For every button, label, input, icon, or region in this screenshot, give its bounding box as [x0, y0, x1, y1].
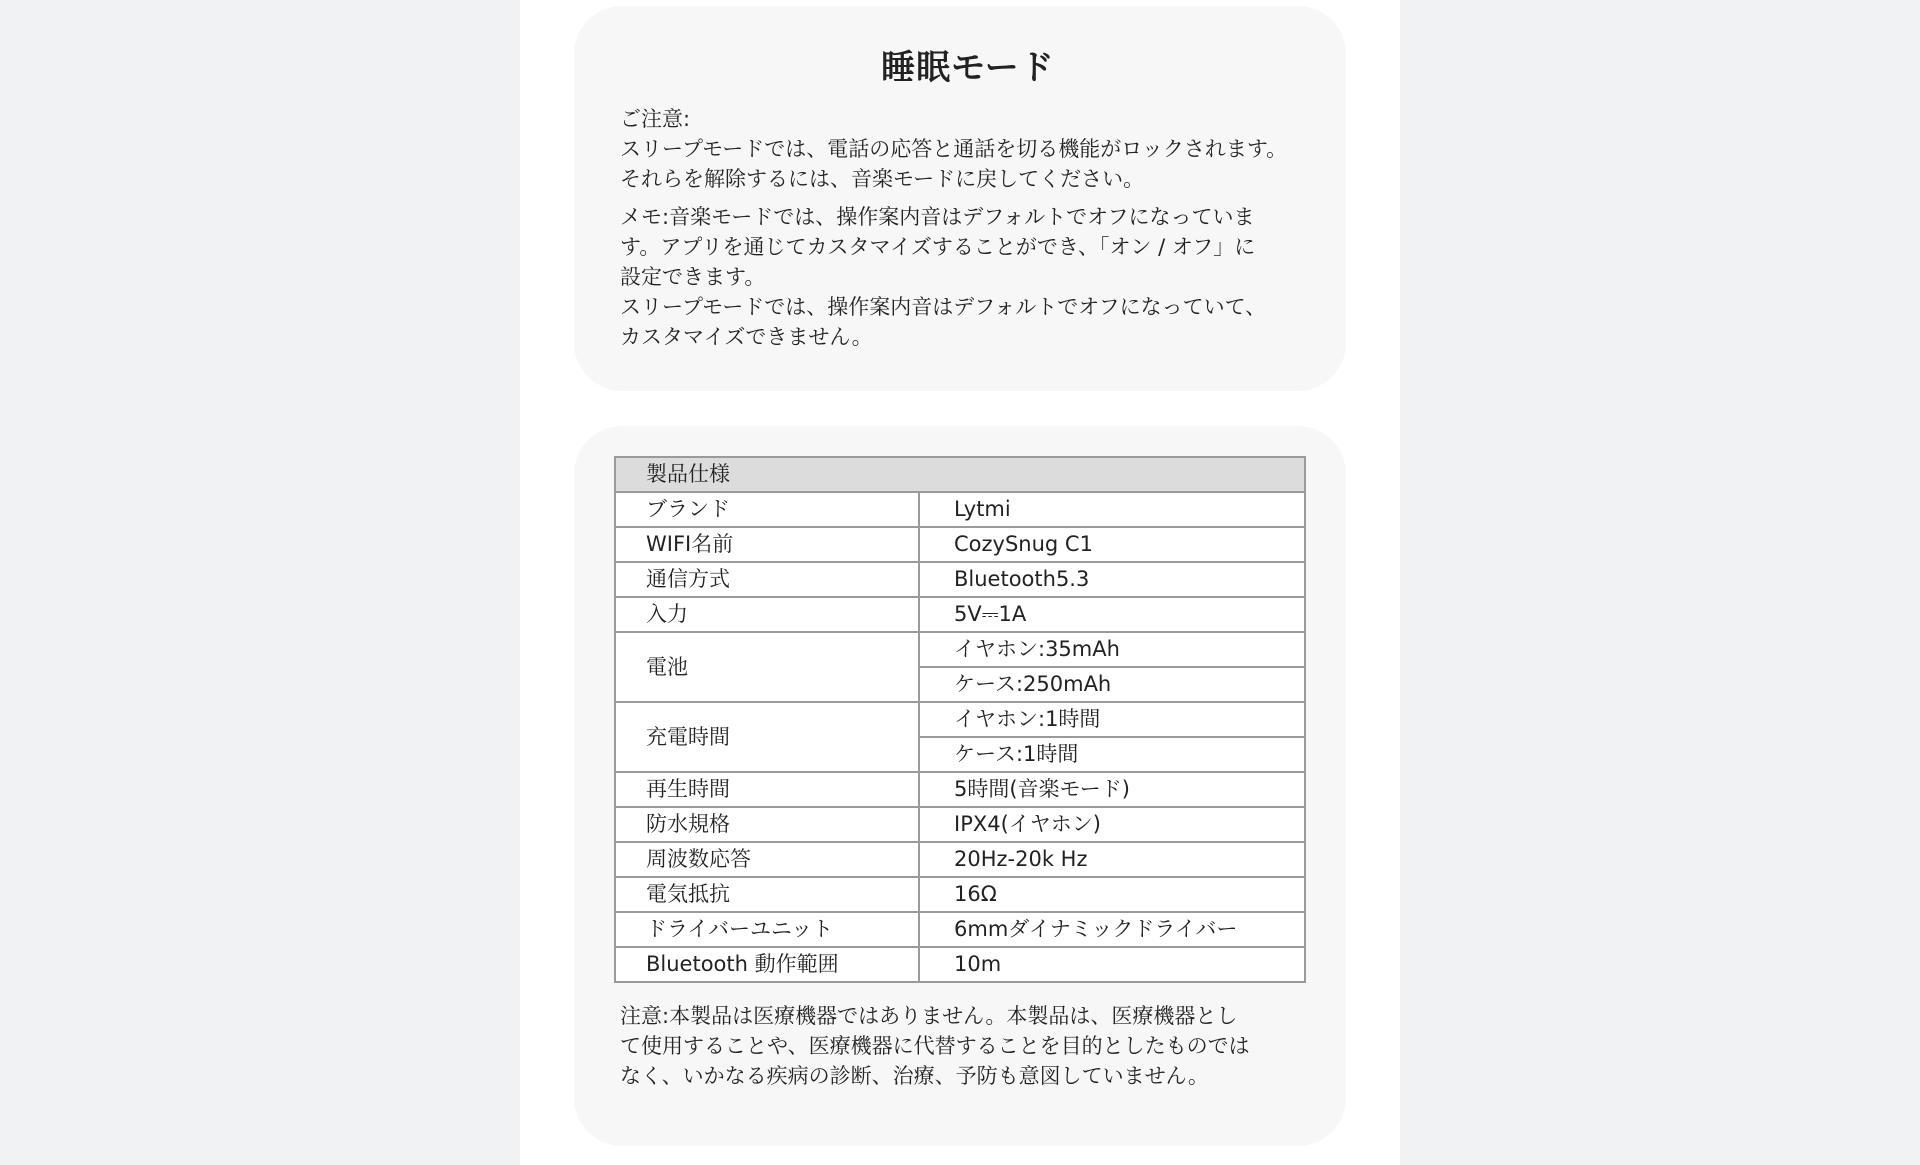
- spec-value: ケース:250mAh: [919, 667, 1305, 702]
- sleep-mode-card: [574, 6, 1346, 391]
- table-row: [615, 772, 1305, 807]
- spec-label: Bluetooth 動作範囲: [615, 947, 919, 982]
- spec-value: 10m: [919, 947, 1305, 982]
- spec-value: イヤホン:35mAh: [919, 632, 1305, 667]
- spec-value: IPX4(イヤホン): [919, 807, 1305, 842]
- memo-line-5: カスタマイズできません。: [620, 325, 873, 349]
- table-row: [615, 947, 1305, 982]
- spec-value: ケース:1時間: [919, 737, 1305, 772]
- medical-disclaimer-line-1: 注意:本製品は医療機器ではありません。本製品は、医療機器とし: [620, 1004, 1238, 1028]
- memo-line-4: スリープモードでは、操作案内音はデフォルトでオフになっていて、: [620, 295, 1267, 319]
- spec-value: イヤホン:1時間: [919, 702, 1305, 737]
- spec-label: 電気抵抗: [615, 877, 919, 912]
- table-row: [615, 807, 1305, 842]
- spec-card: [574, 426, 1346, 1146]
- caution-heading: ご注意:: [620, 107, 691, 131]
- spec-table: [614, 456, 1306, 983]
- table-row: [615, 842, 1305, 877]
- caution-line-1: スリープモードでは、電話の応答と通話を切る機能がロックされます。: [620, 137, 1288, 161]
- table-row: [615, 562, 1305, 597]
- spec-value: 16Ω: [919, 877, 1305, 912]
- spec-value: 5V⎓1A: [919, 597, 1305, 632]
- spec-value: 5時間(音楽モード): [919, 772, 1305, 807]
- table-row: [615, 527, 1305, 562]
- spec-table-header-row: [615, 457, 1305, 492]
- table-row: [615, 632, 1305, 667]
- spec-label: 防水規格: [615, 807, 919, 842]
- memo-line-3: 設定できます。: [620, 265, 766, 289]
- spec-value: CozySnug C1: [919, 527, 1305, 562]
- product-page: [520, 0, 1400, 1165]
- spec-label: 電池: [615, 632, 919, 702]
- table-row: [615, 877, 1305, 912]
- spec-label: 充電時間: [615, 702, 919, 772]
- spec-label: ドライバーユニット: [615, 912, 919, 947]
- spec-value: 6mmダイナミックドライバー: [919, 912, 1305, 947]
- table-row: [615, 702, 1305, 737]
- spec-label: ブランド: [615, 492, 919, 527]
- memo-line-1: メモ:音楽モードでは、操作案内音はデフォルトでオフになっていま: [620, 205, 1255, 229]
- medical-disclaimer-line-2: て使用することや、医療機器に代替することを目的としたものでは: [620, 1034, 1250, 1058]
- medical-disclaimer-line-3: なく、いかなる疾病の診断、治療、予防も意図していません。: [620, 1064, 1209, 1088]
- table-row: [615, 492, 1305, 527]
- spec-label: 入力: [615, 597, 919, 632]
- spec-value: Bluetooth5.3: [919, 562, 1305, 597]
- spec-table-header: 製品仕様: [615, 457, 1305, 492]
- memo-line-2: す。アプリを通じてカスタマイズすることができ、「オン / オフ」に: [620, 235, 1256, 259]
- spec-label: 通信方式: [615, 562, 919, 597]
- spec-label: 周波数応答: [615, 842, 919, 877]
- table-row: [615, 912, 1305, 947]
- spec-value: Lytmi: [919, 492, 1305, 527]
- spec-label: 再生時間: [615, 772, 919, 807]
- caution-line-2: それらを解除するには、音楽モードに戻してください。: [620, 167, 1145, 191]
- spec-value: 20Hz-20k Hz: [919, 842, 1305, 877]
- spec-label: WIFI名前: [615, 527, 919, 562]
- table-row: [615, 597, 1305, 632]
- sleep-mode-title: 睡眠モード: [881, 48, 1055, 88]
